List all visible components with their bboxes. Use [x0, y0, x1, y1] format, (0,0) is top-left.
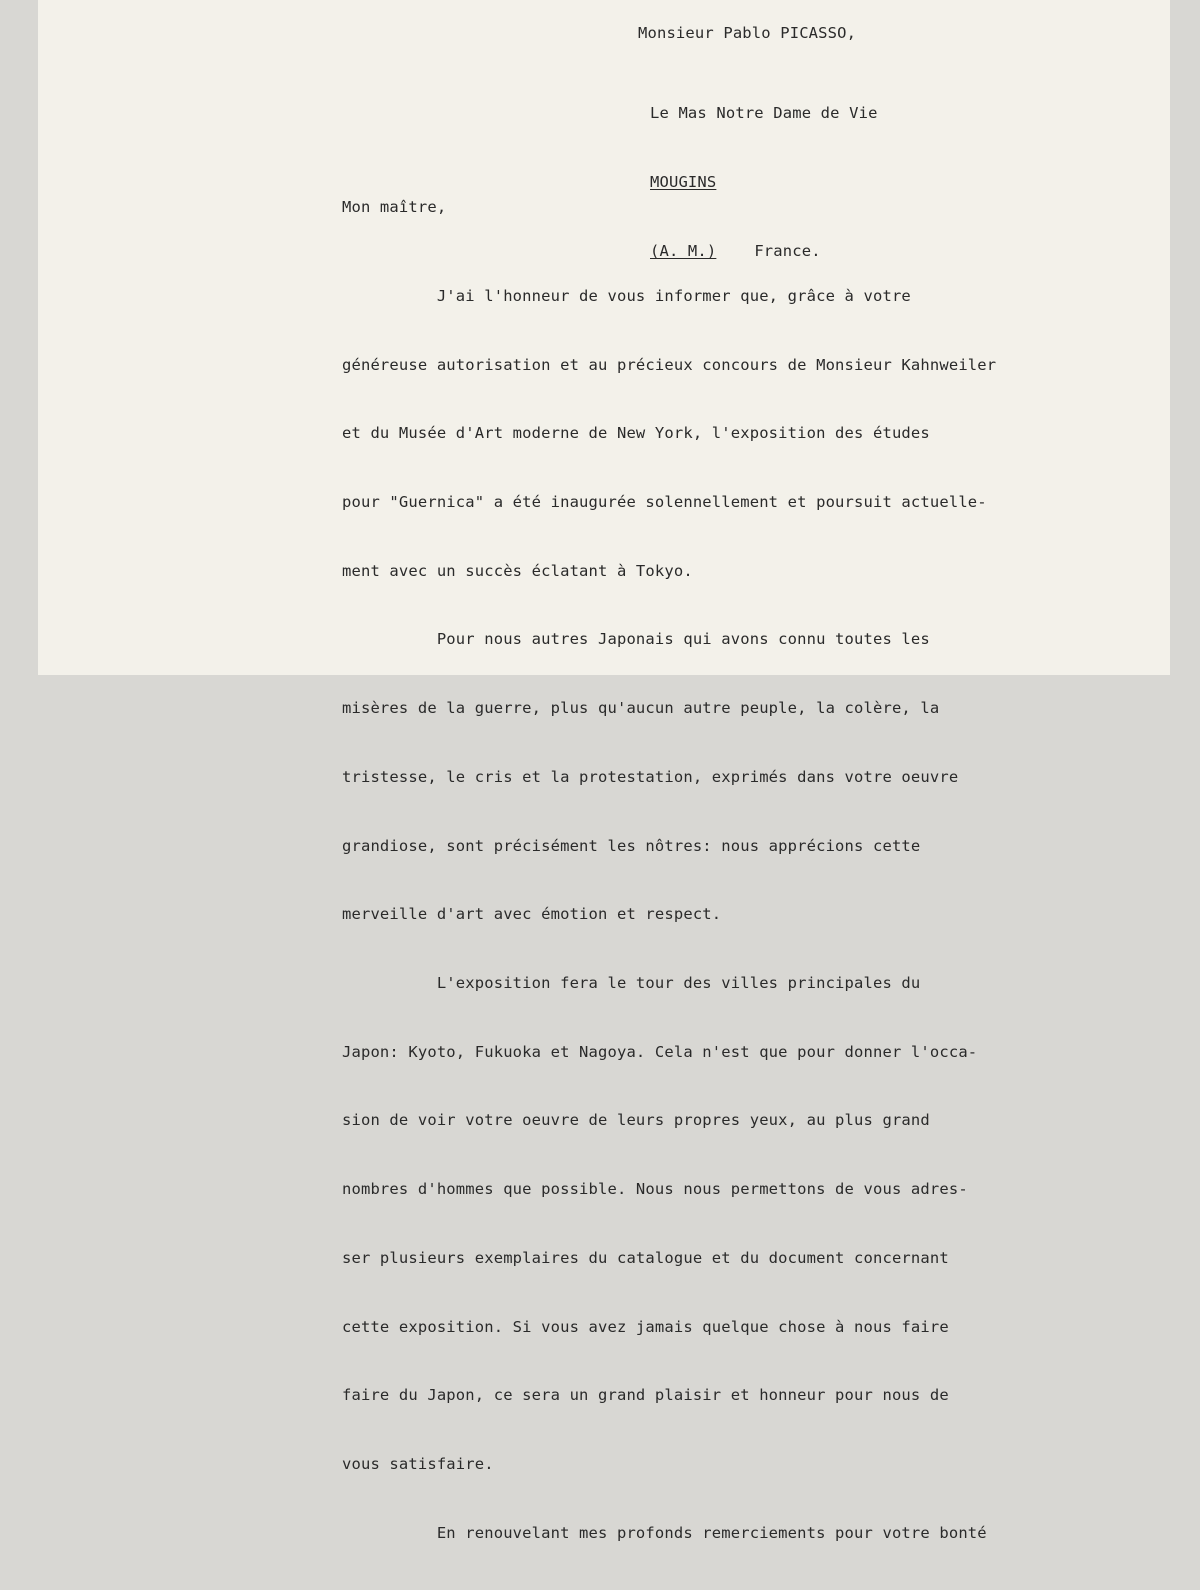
body-line: généreuse autorisation et au précieux concours de Monsieur Kahnweiler — [342, 355, 997, 374]
letter-page — [38, 0, 1170, 1542]
body-line: sion de voir votre oeuvre de leurs propres yeux, au plus grand — [342, 1111, 930, 1130]
body-line: tristesse, le cris et la protestation, exprimés dans votre oeuvre — [342, 767, 959, 786]
body-line: J'ai l'honneur de vous informer que, grâce à votre — [342, 286, 911, 305]
recipient-name: Monsieur Pablo PICASSO, — [638, 24, 857, 42]
body-line: pour "Guernica" a été inaugurée solennellement et poursuit actuelle- — [342, 492, 987, 511]
body-line: ment avec un succès éclatant à Tokyo. — [342, 561, 693, 580]
body-line: misères de la guerre, plus qu'aucun autre peuple, la colère, la — [342, 699, 940, 718]
body-line: ser plusieurs exemplaires du catalogue et du document concernant — [342, 1248, 949, 1267]
body-line: merveille d'art avec émotion et respect. — [342, 905, 722, 924]
letter-body — [342, 239, 996, 1590]
address-region: (A. M.) — [650, 242, 717, 260]
salutation: Mon maître, — [342, 198, 447, 216]
body-line: faire du Japon, ce sera un grand plaisir et honneur pour nous de — [342, 1386, 949, 1405]
body-line: L'exposition fera le tour des villes principales du — [342, 974, 921, 992]
address-line-1: Le Mas Notre Dame de Vie — [650, 104, 878, 122]
body-line: En renouvelant mes profonds remerciements pour votre bonté — [342, 1523, 987, 1542]
address-country: France. — [754, 242, 821, 260]
body-line: et du Musée d'Art moderne de New York, l'exposition des études — [342, 424, 930, 443]
body-line: nombres d'hommes que possible. Nous nous permettons de vous adres- — [342, 1180, 968, 1199]
body-line: grandiose, sont précisément les nôtres: nous apprécions cette — [342, 836, 921, 855]
address-city-name: MOUGINS — [650, 173, 717, 191]
body-line: cette exposition. Si vous avez jamais quelque chose à nous faire — [342, 1317, 949, 1336]
body-line: Pour nous autres Japonais qui avons connu toutes les — [342, 630, 930, 649]
body-line: vous satisfaire. — [342, 1455, 494, 1474]
body-line: Japon: Kyoto, Fukuoka et Nagoya. Cela n'est que pour donner l'occa- — [342, 1042, 978, 1061]
address-city — [650, 171, 878, 194]
